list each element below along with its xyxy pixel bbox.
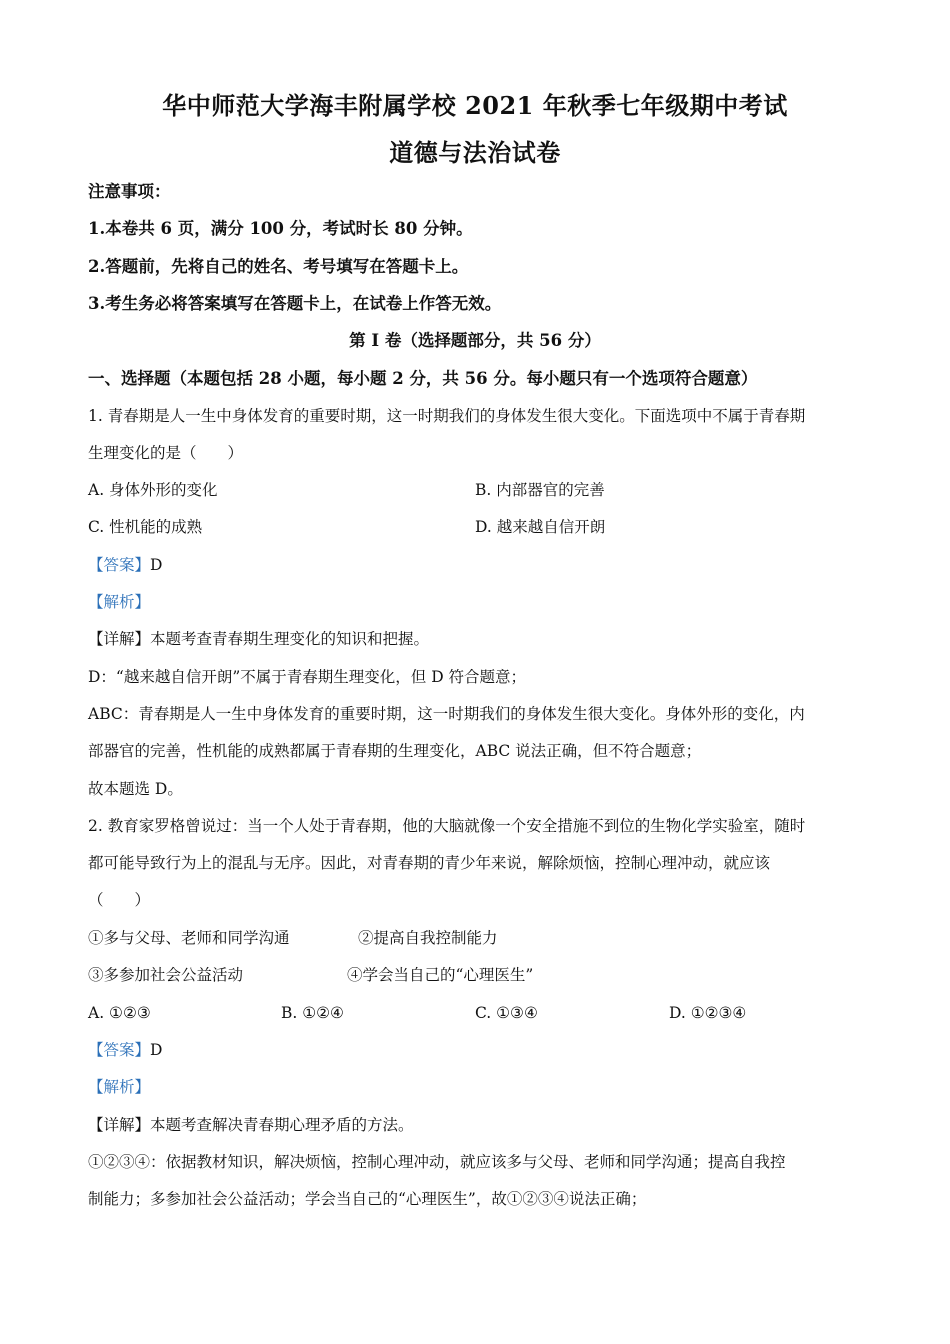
q2-option-c: C. ①③④ [475,1004,538,1022]
q1-analysis-tag: 【解析】 [88,593,151,611]
detail-text: 本题考查青春期生理变化的知识和把握。 [150,630,430,648]
q2-option-d: D. ①②③④ [669,1004,747,1022]
q1-option-d: D. 越来越自信开朗 [475,518,606,536]
q1-line-abc1: ABC：青春期是人一生中身体发育的重要时期，这一时期我们的身体发生很大变化。身体外形的变化，内 [88,705,805,723]
q2-item-3: ③多参加社会公益活动 [88,966,244,984]
q2-item-4: ④学会当自己的“心理医生” [347,966,534,984]
answer-value: D [150,556,163,574]
q1-detail [88,628,870,650]
q2-option-b: B. ①②④ [281,1004,344,1022]
notice-heading: 注意事项： [88,182,171,201]
notice-item: 2.答题前，先将自己的姓名、考号填写在答题卡上。 [88,257,469,276]
detail-text: 本题考查解决青春期心理矛盾的方法。 [150,1116,414,1134]
q2-stem-line3: （ ） [88,891,151,909]
exam-title: 华中师范大学海丰附属学校 2021 年秋季七年级期中考试 [162,91,788,120]
q1-option-a: A. 身体外形的变化 [88,481,218,499]
q2-item-2: ②提高自我控制能力 [358,929,498,947]
volume-title: 第 I 卷（选择题部分，共 56 分） [349,331,601,350]
q2-item-1: ①多与父母、老师和同学沟通 [88,929,290,947]
q1-line-d: D：“越来越自信开朗”不属于青春期生理变化，但 D 符合题意； [88,668,527,686]
answer-value: D [150,1041,163,1059]
exam-subtitle: 道德与法治试卷 [389,138,561,167]
detail-tag: 【详解】 [88,1116,151,1134]
q2-option-a: A. ①②③ [88,1004,151,1022]
q2-analysis-tag: 【解析】 [88,1078,151,1096]
q1-stem-line1: 1. 青春期是人一生中身体发育的重要时期，这一时期我们的身体发生很大变化。下面选项中不属于青春期 [88,407,806,425]
q1-conclusion: 故本题选 D。 [88,780,183,798]
answer-tag: 【答案】 [88,556,151,574]
q2-line1: ①②③④：依据教材知识，解决烦恼，控制心理冲动，就应该多与父母、老师和同学沟通；提高自我控 [88,1153,786,1171]
detail-tag: 【详解】 [88,630,151,648]
q2-stem-line2: 都可能导致行为上的混乱与无序。因此，对青春期的青少年来说，解除烦恼，控制心理冲动，就应该 [88,854,771,872]
q2-answer [88,1039,870,1061]
part-title: 一、选择题（本题包括 28 小题，每小题 2 分，共 56 分。每小题只有一个选项符合题意） [88,369,758,388]
q1-option-c: C. 性机能的成熟 [88,518,203,536]
q1-answer [88,554,870,576]
q1-stem-line2: 生理变化的是（ ） [88,444,244,462]
notice-item: 1.本卷共 6 页，满分 100 分，考试时长 80 分钟。 [88,219,473,238]
q1-option-b: B. 内部器官的完善 [475,481,605,499]
q2-detail [88,1114,870,1136]
answer-tag: 【答案】 [88,1041,151,1059]
notice-item: 3.考生务必将答案填写在答题卡上，在试卷上作答无效。 [88,294,502,313]
q2-line2: 制能力；多参加社会公益活动；学会当自己的“心理医生”，故①②③④说法正确； [88,1190,647,1208]
q2-stem-line1: 2. 教育家罗格曾说过：当一个人处于青春期，他的大脑就像一个安全措施不到位的生物化学实验室，随时 [88,817,806,835]
q1-line-abc2: 部器官的完善，性机能的成熟都属于青春期的生理变化，ABC 说法正确，但不符合题意； [88,742,702,760]
